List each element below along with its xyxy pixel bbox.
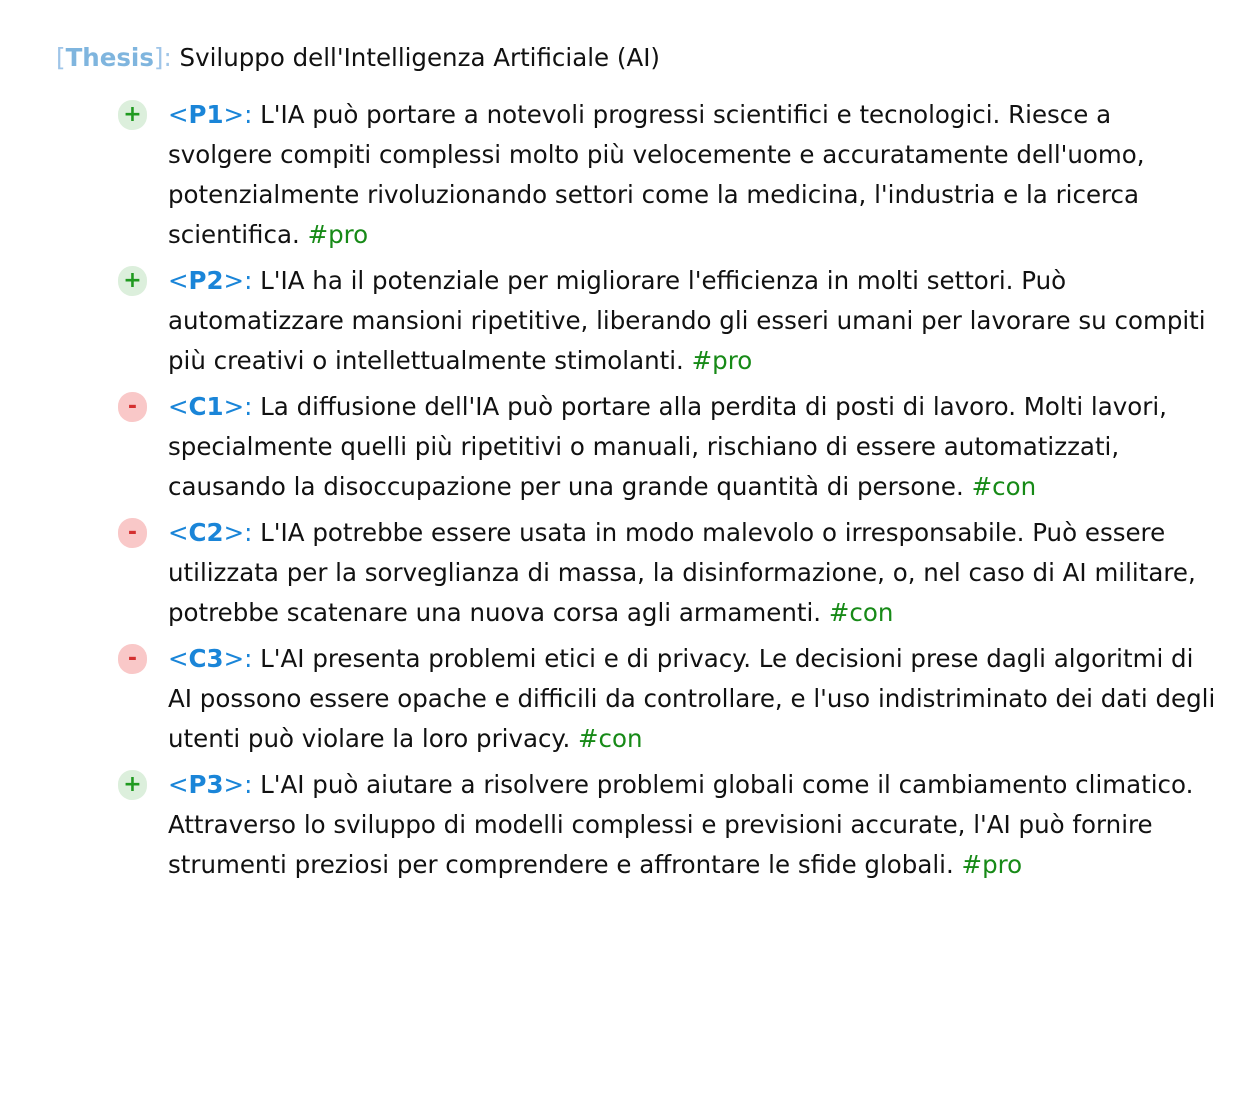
con-badge: - (118, 392, 147, 422)
argument-label: C3 (188, 644, 224, 673)
argument-tag: #con (828, 598, 894, 627)
argument-label: P3 (188, 770, 224, 799)
label-open: < (168, 392, 189, 421)
argument-text: L'IA potrebbe essere usata in modo malevolo o irresponsabile. Può essere utilizzata per la sorveglianza di massa, la disinformazione, o, nel caso di AI militare, potrebbe scatenare una nuova corsa agli armamenti. (168, 518, 1196, 627)
label-open: < (168, 266, 189, 295)
argument-tag: #con (971, 472, 1037, 501)
thesis (56, 38, 660, 78)
argument-text: La diffusione dell'IA può portare alla perdita di posti di lavoro. Molti lavori, specialmente quelli più ripetitivi o manuali, rischiano di essere automatizzati, causando la disoccupazione per una grande quantità di persone. (168, 392, 1167, 501)
label-close: >: (223, 266, 253, 295)
argument-p2 (118, 261, 1218, 381)
argument-tag: #pro (961, 850, 1023, 879)
argument-text: L'IA può portare a notevoli progressi scientifici e tecnologici. Riesce a svolgere compiti complessi molto più velocemente e accuratamente dell'uomo, potenzialmente rivoluzionando settori come la medicina, l'industria e la ricerca scientifica. (168, 100, 1145, 249)
argument-text-block (168, 770, 1193, 879)
thesis-colon: : (163, 43, 172, 72)
argument-text: L'AI presenta problemi etici e di privacy. Le decisioni prese dagli algoritmi di AI possono essere opache e difficili da controllare, e l'uso indistriminato dei dati degli utenti può violare la loro privacy. (168, 644, 1216, 753)
label-close: >: (223, 770, 253, 799)
label-open: < (168, 644, 189, 673)
label-close: >: (223, 100, 253, 129)
argument-tag: #con (578, 724, 643, 753)
pro-badge: + (118, 100, 147, 130)
argument-text: L'AI può aiutare a risolvere problemi globali come il cambiamento climatico. Attraverso lo sviluppo di modelli complessi e previsioni accurate, l'AI può fornire strumenti preziosi per comprendere e affrontare le sfide globali. (168, 770, 1194, 879)
con-badge: - (118, 518, 147, 548)
argument-text-block (168, 518, 1196, 627)
argument-c3 (118, 639, 1218, 759)
argument-text-block (168, 100, 1145, 249)
argument-label: C1 (188, 392, 224, 421)
label-close: >: (223, 392, 253, 421)
argument-text-block (168, 644, 1215, 753)
argument-p3 (118, 765, 1218, 885)
thesis-close-bracket: ] (153, 43, 164, 72)
thesis-open-bracket: [ (56, 43, 66, 72)
argument-text: L'IA ha il potenziale per migliorare l'efficienza in molti settori. Può automatizzare mansioni ripetitive, liberando gli esseri umani per lavorare su compiti più creativi o intellettualmente stimolanti. (168, 266, 1206, 375)
label-open: < (168, 518, 189, 547)
thesis-text: Sviluppo dell'Intelligenza Artificiale (AI) (179, 43, 660, 72)
argument-label: P1 (188, 100, 224, 129)
argument-p1 (118, 95, 1218, 255)
thesis-label: Thesis (65, 43, 154, 72)
label-close: >: (223, 518, 253, 547)
argument-c2 (118, 513, 1218, 633)
argument-text-block (168, 392, 1167, 501)
argument-label: C2 (188, 518, 224, 547)
argument-c1 (118, 387, 1218, 507)
label-open: < (168, 100, 189, 129)
label-close: >: (223, 644, 253, 673)
con-badge: - (118, 644, 147, 674)
pro-badge: + (118, 266, 147, 296)
pro-badge: + (118, 770, 147, 800)
argument-tag: #pro (691, 346, 753, 375)
label-open: < (168, 770, 189, 799)
argument-list (118, 95, 1218, 891)
argument-text-block (168, 266, 1206, 375)
argument-tag: #pro (307, 220, 369, 249)
argument-label: P2 (188, 266, 224, 295)
